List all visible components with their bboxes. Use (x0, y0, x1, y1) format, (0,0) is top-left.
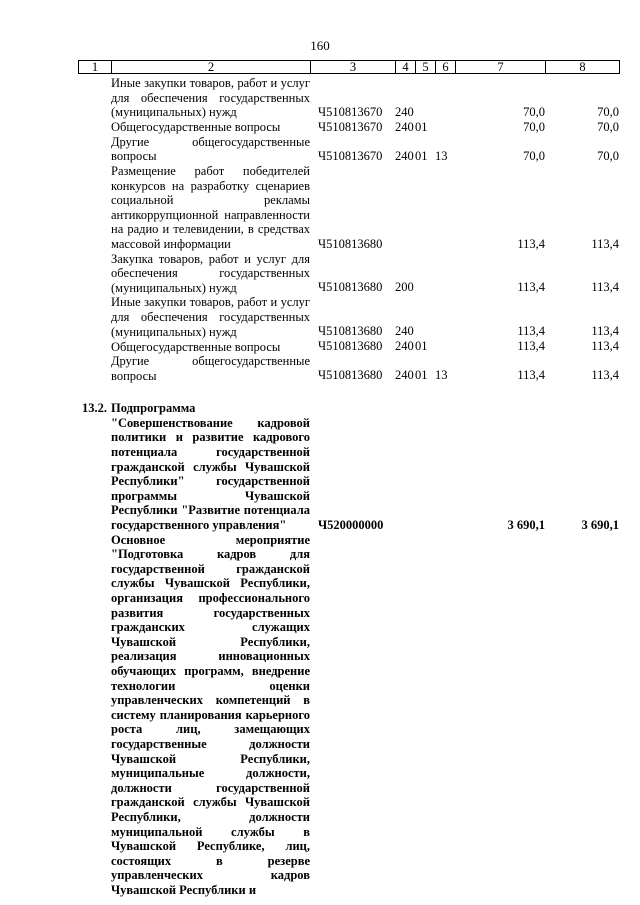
row-code: Ч510813680 (318, 324, 383, 339)
main-event-row (78, 533, 619, 898)
row-value-7: 70,0 (523, 104, 545, 119)
column-header: 1 (79, 61, 112, 74)
subprogram-value-8: 3 690,1 (581, 517, 619, 532)
row-description: Общегосударственные вопросы (111, 339, 281, 354)
row-value-7: 113,4 (517, 339, 545, 354)
row-code: Ч510813670 (318, 104, 383, 119)
subprogram-value-7: 3 690,1 (507, 517, 545, 532)
row-col5: 01 (415, 119, 428, 134)
row-value-7: 70,0 (523, 148, 545, 163)
row-code: Ч510813680 (318, 280, 383, 295)
row-value-7: 70,0 (523, 119, 545, 134)
column-header: 8 (546, 61, 620, 74)
row-description: Иные закупки товаров, работ и услуг для обеспечения государственных (муниципальных) нужд (111, 76, 310, 120)
table-row (78, 76, 619, 120)
row-value-8: 70,0 (597, 148, 619, 163)
row-description: Иные закупки товаров, работ и услуг для обеспечения государственных (муниципальных) нужд (111, 295, 310, 339)
column-header: 3 (311, 61, 396, 74)
row-value-8: 70,0 (597, 119, 619, 134)
table-row (78, 339, 619, 354)
row-description: Другие общегосударственные вопросы (111, 354, 310, 383)
row-col4: 240 (395, 339, 414, 354)
row-value-7: 113,4 (517, 236, 545, 251)
spacer (78, 383, 619, 401)
row-code: Ч510813680 (318, 339, 383, 354)
subprogram-description: Подпрограмма "Совершенствование кадровой политики и развитие кадрового потенциала государственной гражданской службы Чувашской Республики" государственной программы Чувашской Республики "Развитие потенциала государственного управления" (111, 401, 310, 533)
page-number: 160 (310, 38, 330, 53)
row-col5: 01 (415, 368, 428, 383)
row-value-8: 113,4 (591, 280, 619, 295)
row-value-8: 113,4 (591, 339, 619, 354)
column-header: 4 (396, 61, 416, 74)
table-row (78, 164, 619, 252)
column-header: 7 (456, 61, 546, 74)
row-value-8: 113,4 (591, 236, 619, 251)
row-description: Размещение работ победителей конкурсов на разработку сценариев социальной рекламы антикоррупционной направленности на радио и телевидении, в средствах массовой информации (111, 163, 310, 251)
row-col6: 13 (435, 148, 448, 163)
table-row (78, 252, 619, 296)
row-code: Ч510813680 (318, 236, 383, 251)
column-header: 5 (416, 61, 436, 74)
table-row (78, 135, 619, 164)
row-col4: 240 (395, 324, 414, 339)
table-row (78, 295, 619, 339)
row-value-8: 113,4 (591, 368, 619, 383)
row-col4: 240 (395, 148, 414, 163)
row-value-8: 113,4 (591, 324, 619, 339)
main-event-description: Основное мероприятие "Подготовка кадров для государственной гражданской службы Чувашской Республики, организация профессионального развития государственных гражданских служащих Чувашской Республики, реализация инновационных обучающих программ, внедрение технологии оценки управленческих компетенций в систему планирования карьерного роста лиц, замещающих государственные должности Чувашской Республики, муниципальные должности, должности государственной гражданской службы Чувашской Республики, должности муниципальной службы в Чувашской Республике, лиц, состоящих в резерве управленческих кадров Чувашской Республики и (111, 532, 310, 897)
row-col4: 240 (395, 104, 414, 119)
column-header-table (78, 60, 620, 74)
column-header: 6 (436, 61, 456, 74)
row-code: Ч510813670 (318, 148, 383, 163)
column-header: 2 (112, 61, 311, 74)
row-value-8: 70,0 (597, 104, 619, 119)
row-description: Другие общегосударственные вопросы (111, 134, 310, 164)
table-row (78, 354, 619, 383)
row-col5: 01 (415, 339, 428, 354)
row-col4: 200 (395, 280, 414, 295)
row-code: Ч510813680 (318, 368, 383, 383)
row-description: Общегосударственные вопросы (111, 120, 281, 135)
row-col4: 240 (395, 119, 414, 134)
row-code: Ч510813670 (318, 119, 383, 134)
row-col4: 240 (395, 368, 414, 383)
row-description: Закупка товаров, работ и услуг для обеспечения государственных (муниципальных) нужд (111, 251, 310, 295)
row-value-7: 113,4 (517, 368, 545, 383)
row-value-7: 113,4 (517, 280, 545, 295)
row-col6: 13 (435, 368, 448, 383)
table-row (78, 120, 619, 135)
subprogram-code: Ч520000000 (318, 517, 384, 532)
row-value-7: 113,4 (517, 324, 545, 339)
subprogram-row (78, 401, 619, 532)
row-col5: 01 (415, 148, 428, 163)
subprogram-number: 13.2. (82, 401, 107, 416)
table-body (78, 76, 619, 897)
